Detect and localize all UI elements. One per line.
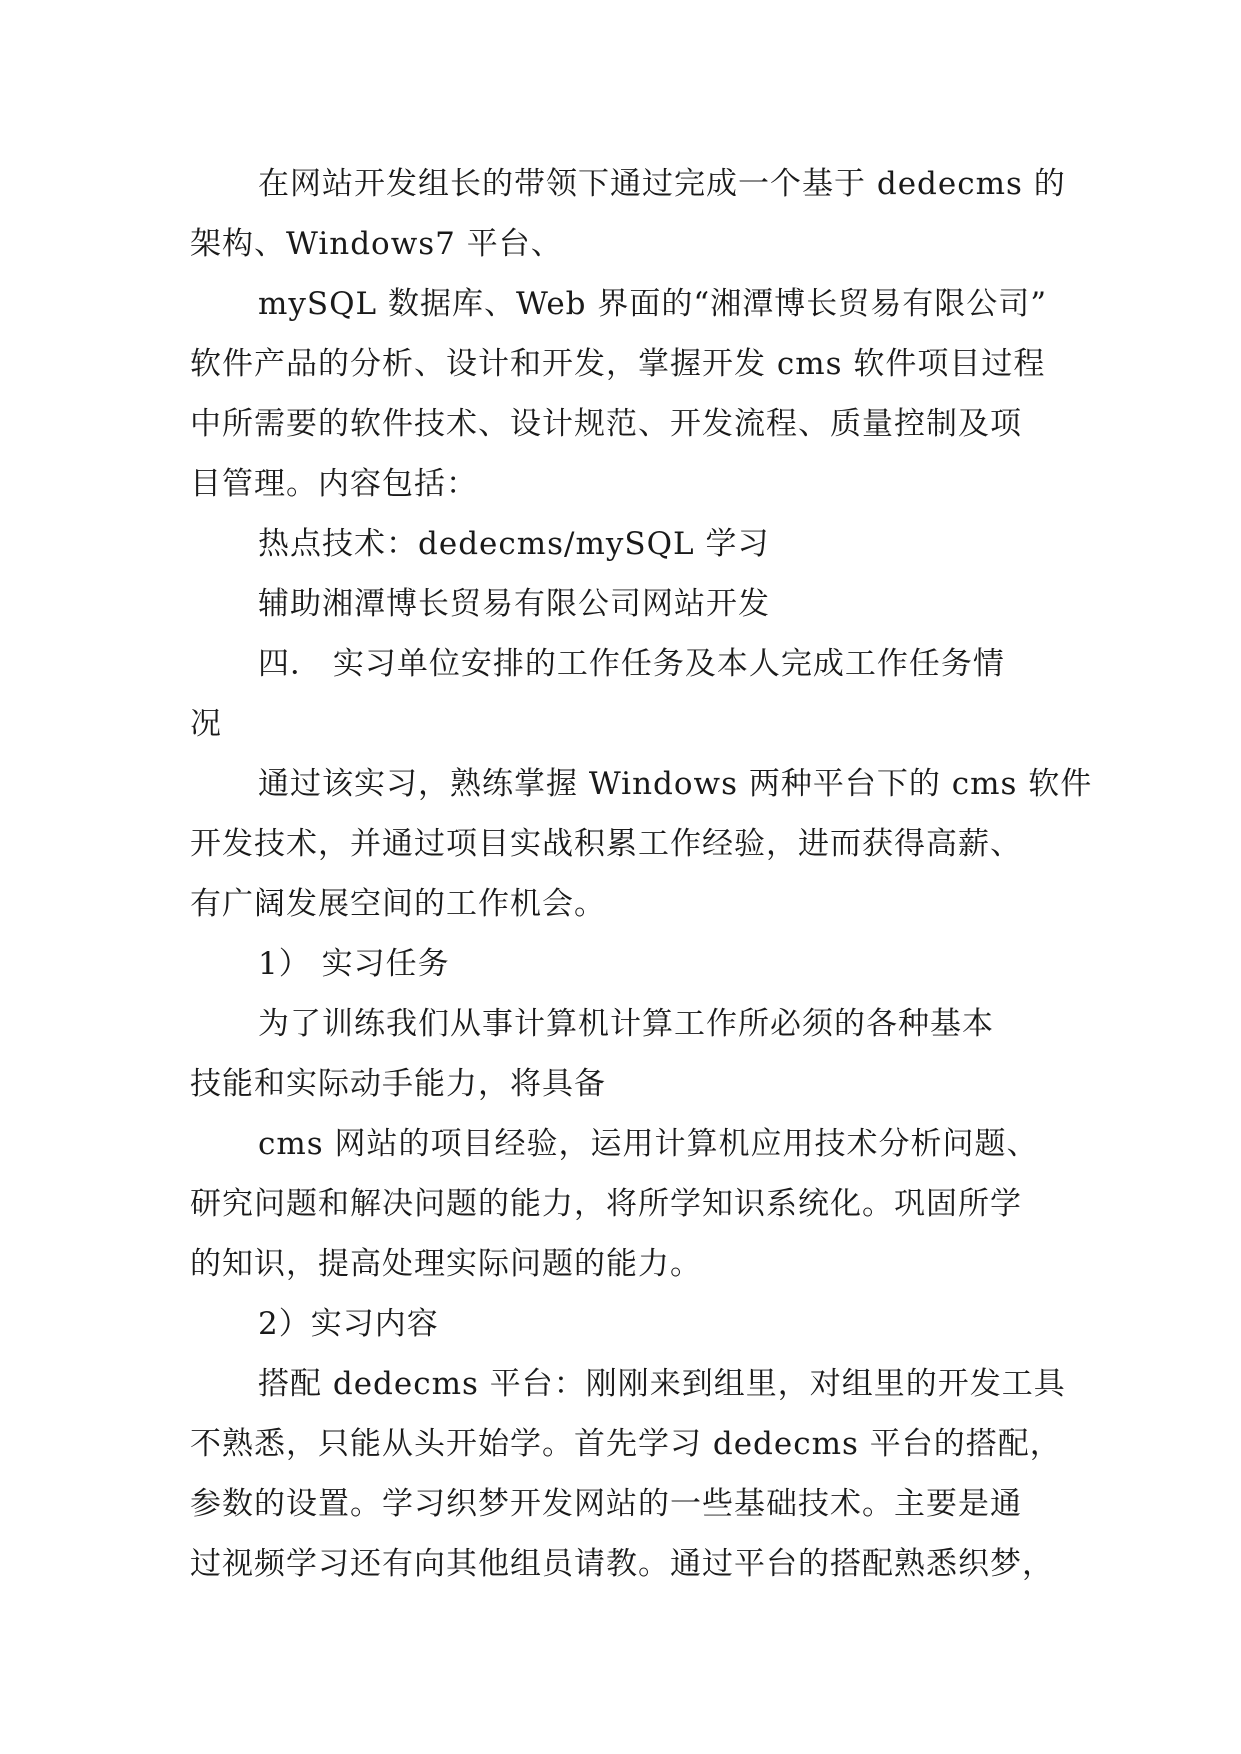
text-line: cms 网站的项目经验，运用计算机应用技术分析问题、 [258, 1126, 1039, 1162]
text-line: mySQL 数据库、Web 界面的“湘潭博长贸易有限公司” [258, 286, 1048, 322]
text-line: 研究问题和解决问题的能力，将所学知识系统化。巩固所学 [190, 1186, 1022, 1222]
text-line: 架构、Windows7 平台、 [190, 226, 563, 262]
text-line: 参数的设置。学习织梦开发网站的一些基础技术。主要是通 [190, 1486, 1022, 1522]
text-line: 中所需要的软件技术、设计规范、开发流程、质量控制及项 [190, 406, 1022, 442]
text-line: 在网站开发组长的带领下通过完成一个基于 dedecms 的 [258, 166, 1066, 202]
text-line: 通过该实习，熟练掌握 Windows 两种平台下的 cms 软件 [258, 766, 1093, 802]
text-line: 开发技术，并通过项目实战积累工作经验，进而获得高薪、 [190, 826, 1022, 862]
text-line: 热点技术：dedecms/mySQL 学习 [258, 526, 770, 562]
subheading: 2）实习内容 [258, 1306, 439, 1342]
text-line: 目管理。内容包括： [190, 466, 478, 502]
text-line: 搭配 dedecms 平台：刚刚来到组里，对组里的开发工具 [258, 1366, 1066, 1402]
text-line: 不熟悉，只能从头开始学。首先学习 dedecms 平台的搭配， [190, 1426, 1062, 1462]
section-heading-continued: 况 [190, 706, 222, 742]
text-line: 辅助湘潭博长贸易有限公司网站开发 [258, 586, 770, 622]
subheading: 1） 实习任务 [258, 946, 450, 982]
text-line: 技能和实际动手能力，将具备 [190, 1066, 606, 1102]
text-line: 有广阔发展空间的工作机会。 [190, 886, 606, 922]
text-line: 过视频学习还有向其他组员请教。通过平台的搭配熟悉织梦， [190, 1546, 1054, 1582]
text-line: 的知识，提高处理实际问题的能力。 [190, 1246, 702, 1282]
text-line: 软件产品的分析、设计和开发，掌握开发 cms 软件项目过程 [190, 346, 1046, 382]
text-line: 为了训练我们从事计算机计算工作所必须的各种基本 [258, 1006, 994, 1042]
section-heading: 四． 实习单位安排的工作任务及本人完成工作任务情 [258, 646, 1005, 682]
